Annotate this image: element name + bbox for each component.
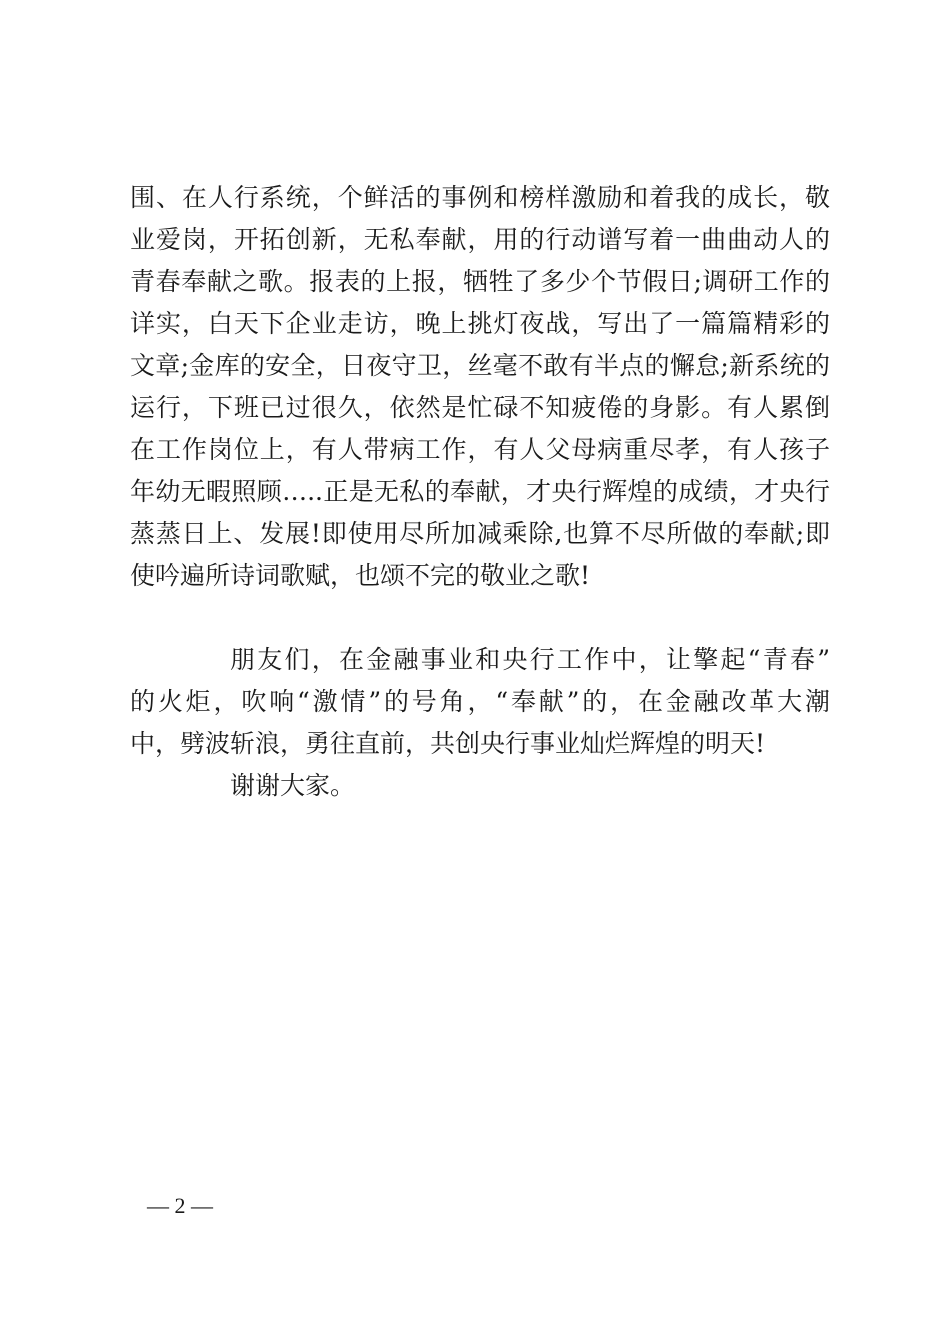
paragraph-1-line-5: 文章;金库的安全，日夜守卫，丝毫不敢有半点的懈怠;新系统的 [130, 351, 830, 380]
paragraph-1-line-7: 在工作岗位上，有人带病工作，有人父母病重尽孝，有人孩子 [130, 435, 830, 464]
paragraph-1-line-10: 使吟遍所诗词歌赋，也颂不完的敬业之歌! [130, 561, 591, 590]
paragraph-1-line-2: 业爱岗，开拓创新，无私奉献，用的行动谱写着一曲曲动人的 [130, 225, 830, 254]
paragraph-2-line-2: 的火炬，吹响“激情”的号角，“奉献”的，在金融改革大潮 [130, 687, 830, 716]
paragraph-2-line-3: 中，劈波斩浪，勇往直前，共创央行事业灿烂辉煌的明天! [130, 729, 766, 758]
paragraph-1-line-1: 围、在人行系统，个鲜活的事例和榜样激励和着我的成长，敬 [130, 183, 830, 212]
page-number: — 2 — [147, 1193, 213, 1218]
paragraph-1-line-6: 运行，下班已过很久，依然是忙碌不知疲倦的身影。有人累倒 [130, 393, 830, 422]
paragraph-1-line-9: 蒸蒸日上、发展!即使用尽所加减乘除,也算不尽所做的奉献;即 [130, 519, 830, 548]
paragraph-3-line-1: 谢谢大家。 [230, 771, 356, 800]
paragraph-1-line-8: 年幼无暇照顾…..正是无私的奉献，才央行辉煌的成绩，才央行 [130, 477, 830, 506]
paragraph-1-line-3: 青春奉献之歌。报表的上报，牺牲了多少个节假日;调研工作的 [130, 267, 830, 296]
paragraph-2-line-1: 朋友们，在金融事业和央行工作中，让擎起“青春” [230, 645, 830, 674]
paragraph-1-line-4: 详实，白天下企业走访，晚上挑灯夜战，写出了一篇篇精彩的 [130, 309, 830, 338]
